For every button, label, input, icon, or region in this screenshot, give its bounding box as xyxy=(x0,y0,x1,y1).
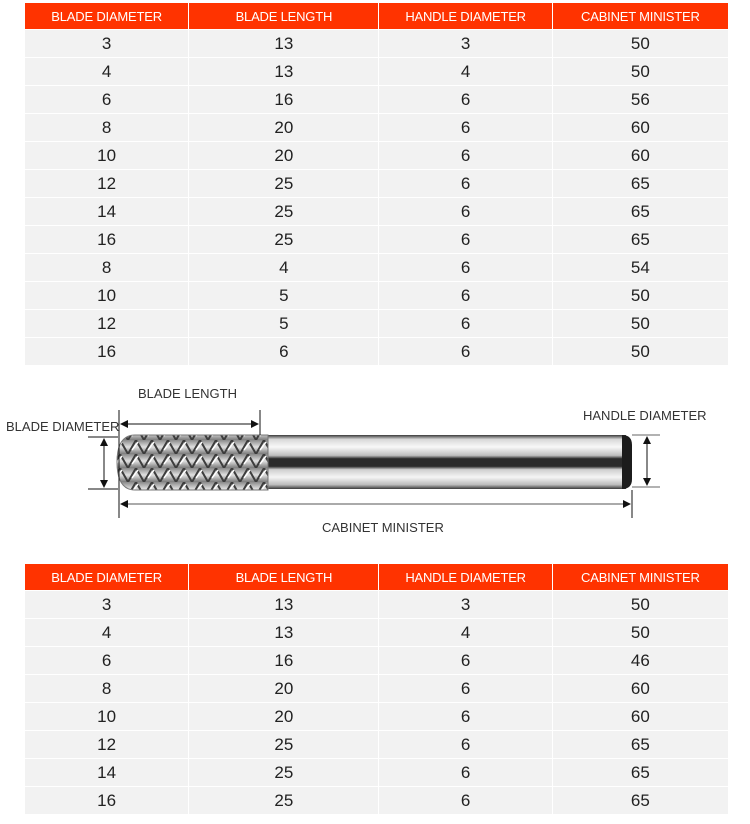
header-cabinet-minister: CABINET MINISTER xyxy=(552,564,728,591)
handle-diameter-cell: 6 xyxy=(379,142,552,170)
table-row xyxy=(25,282,729,310)
cabinet-minister-cell: 65 xyxy=(552,226,728,254)
table-row xyxy=(25,170,729,198)
handle-diameter-cell: 6 xyxy=(379,226,552,254)
header-blade-diameter: BLADE DIAMETER xyxy=(25,564,189,591)
cabinet-minister-cell: 50 xyxy=(552,338,728,366)
handle-diameter-label: HANDLE DIAMETER xyxy=(583,408,707,423)
cabinet-minister-cell: 50 xyxy=(552,58,728,86)
blade-diameter-dimension xyxy=(0,430,118,489)
handle-diameter-cell: 6 xyxy=(379,703,552,731)
table-row xyxy=(25,338,729,366)
blade-length-cell: 5 xyxy=(189,282,379,310)
table-row xyxy=(25,142,729,170)
blade-diameter-cell: 4 xyxy=(25,619,189,647)
table-row xyxy=(25,198,729,226)
blade-diameter-cell: 3 xyxy=(25,30,189,58)
handle-diameter-cell: 4 xyxy=(379,58,552,86)
burr-dimension-diagram xyxy=(0,370,750,550)
table-row xyxy=(25,254,729,282)
cabinet-minister-cell: 50 xyxy=(552,310,728,338)
cabinet-minister-cell: 50 xyxy=(552,30,728,58)
cabinet-minister-cell: 46 xyxy=(552,647,728,675)
table-row xyxy=(25,731,729,759)
table-row xyxy=(25,58,729,86)
blade-length-cell: 25 xyxy=(189,731,379,759)
header-blade-length: BLADE LENGTH xyxy=(189,564,379,591)
spec-table-2 xyxy=(24,563,729,815)
blade-length-label: BLADE LENGTH xyxy=(138,386,237,401)
table-row xyxy=(25,114,729,142)
handle-diameter-cell: 4 xyxy=(379,619,552,647)
handle-diameter-cell: 6 xyxy=(379,787,552,815)
cabinet-minister-cell: 50 xyxy=(552,591,728,619)
blade-diameter-cell: 10 xyxy=(25,703,189,731)
blade-diameter-cell: 16 xyxy=(25,226,189,254)
table-row xyxy=(25,226,729,254)
blade-length-cell: 20 xyxy=(189,703,379,731)
blade-diameter-label: BLADE DIAMETER xyxy=(6,419,120,434)
blade-diameter-cell: 14 xyxy=(25,198,189,226)
table-row xyxy=(25,310,729,338)
header-handle-diameter: HANDLE DIAMETER xyxy=(379,564,552,591)
shank xyxy=(266,435,632,489)
blade-diameter-cell: 16 xyxy=(25,787,189,815)
handle-diameter-cell: 6 xyxy=(379,647,552,675)
table-body xyxy=(25,30,729,366)
blade-length-cell: 6 xyxy=(189,338,379,366)
blade-diameter-cell: 8 xyxy=(25,254,189,282)
blade-diameter-cell: 10 xyxy=(25,142,189,170)
blade-diameter-cell: 16 xyxy=(25,338,189,366)
blade-length-cell: 25 xyxy=(189,198,379,226)
handle-diameter-cell: 6 xyxy=(379,731,552,759)
handle-diameter-cell: 6 xyxy=(379,310,552,338)
blade-diameter-cell: 12 xyxy=(25,731,189,759)
table-header-row xyxy=(25,3,729,30)
blade-diameter-cell: 6 xyxy=(25,86,189,114)
cabinet-minister-cell: 65 xyxy=(552,787,728,815)
cabinet-minister-cell: 65 xyxy=(552,731,728,759)
blade-length-cell: 16 xyxy=(189,647,379,675)
handle-diameter-cell: 6 xyxy=(379,282,552,310)
handle-diameter-dimension xyxy=(632,435,660,487)
overall-length-dimension xyxy=(121,490,632,518)
cabinet-minister-cell: 60 xyxy=(552,675,728,703)
cabinet-minister-cell: 60 xyxy=(552,142,728,170)
cabinet-minister-cell: 54 xyxy=(552,254,728,282)
table-row xyxy=(25,675,729,703)
table-row xyxy=(25,703,729,731)
blade-diameter-cell: 4 xyxy=(25,58,189,86)
blade-diameter-cell: 8 xyxy=(25,114,189,142)
handle-diameter-cell: 6 xyxy=(379,198,552,226)
header-cabinet-minister: CABINET MINISTER xyxy=(552,3,728,30)
burr-drawing xyxy=(0,370,750,550)
table-row xyxy=(25,759,729,787)
table-row xyxy=(25,619,729,647)
blade xyxy=(117,435,268,490)
handle-diameter-cell: 6 xyxy=(379,114,552,142)
blade-length-cell: 25 xyxy=(189,759,379,787)
blade-length-cell: 25 xyxy=(189,787,379,815)
table-row xyxy=(25,30,729,58)
cabinet-minister-cell: 60 xyxy=(552,703,728,731)
handle-diameter-cell: 6 xyxy=(379,338,552,366)
blade-diameter-cell: 12 xyxy=(25,170,189,198)
cabinet-minister-cell: 65 xyxy=(552,170,728,198)
header-handle-diameter: HANDLE DIAMETER xyxy=(379,3,552,30)
blade-length-cell: 20 xyxy=(189,142,379,170)
table-body xyxy=(25,591,729,815)
blade-length-cell: 25 xyxy=(189,170,379,198)
table-row xyxy=(25,647,729,675)
blade-diameter-cell: 14 xyxy=(25,759,189,787)
header-blade-diameter: BLADE DIAMETER xyxy=(25,3,189,30)
blade-length-cell: 25 xyxy=(189,226,379,254)
spec-table-1 xyxy=(24,2,729,366)
blade-diameter-cell: 10 xyxy=(25,282,189,310)
handle-diameter-cell: 6 xyxy=(379,170,552,198)
table-row xyxy=(25,787,729,815)
cabinet-minister-cell: 60 xyxy=(552,114,728,142)
blade-length-cell: 16 xyxy=(189,86,379,114)
overall-length-label: CABINET MINISTER xyxy=(322,520,444,535)
handle-diameter-cell: 6 xyxy=(379,254,552,282)
cabinet-minister-cell: 65 xyxy=(552,759,728,787)
blade-length-cell: 13 xyxy=(189,591,379,619)
blade-diameter-cell: 12 xyxy=(25,310,189,338)
header-blade-length: BLADE LENGTH xyxy=(189,3,379,30)
blade-length-cell: 13 xyxy=(189,30,379,58)
cabinet-minister-cell: 65 xyxy=(552,198,728,226)
handle-diameter-cell: 6 xyxy=(379,759,552,787)
blade-diameter-cell: 3 xyxy=(25,591,189,619)
blade-diameter-cell: 6 xyxy=(25,647,189,675)
blade-length-cell: 5 xyxy=(189,310,379,338)
blade-length-cell: 20 xyxy=(189,675,379,703)
blade-length-cell: 13 xyxy=(189,619,379,647)
cabinet-minister-cell: 50 xyxy=(552,619,728,647)
handle-diameter-cell: 6 xyxy=(379,86,552,114)
blade-length-cell: 4 xyxy=(189,254,379,282)
blade-length-cell: 13 xyxy=(189,58,379,86)
table-header-row xyxy=(25,564,729,591)
cabinet-minister-cell: 50 xyxy=(552,282,728,310)
blade-diameter-cell: 8 xyxy=(25,675,189,703)
handle-diameter-cell: 3 xyxy=(379,591,552,619)
table-row xyxy=(25,591,729,619)
handle-diameter-cell: 6 xyxy=(379,675,552,703)
handle-diameter-cell: 3 xyxy=(379,30,552,58)
blade-length-cell: 20 xyxy=(189,114,379,142)
cabinet-minister-cell: 56 xyxy=(552,86,728,114)
table-row xyxy=(25,86,729,114)
